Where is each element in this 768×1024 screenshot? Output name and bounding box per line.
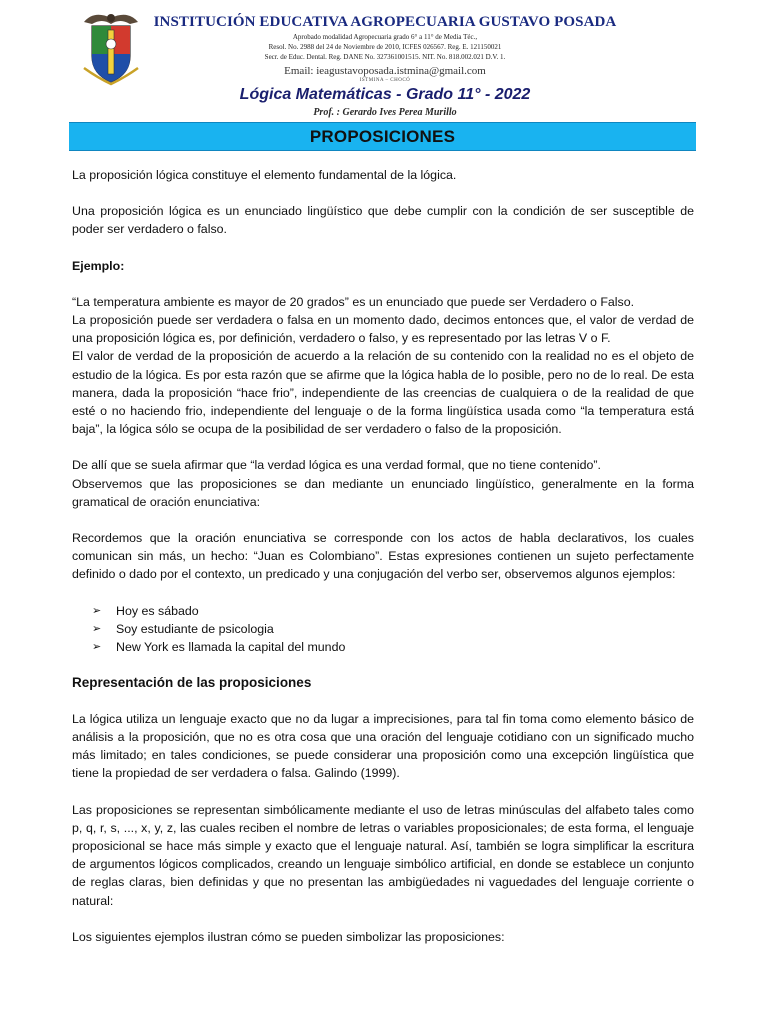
course-title: Lógica Matemáticas - Grado 11° - 2022 <box>239 86 531 103</box>
examples-list <box>72 602 694 656</box>
list-item: ➢ Hoy es sábado <box>92 603 199 618</box>
document-body <box>72 166 694 946</box>
paragraph-logic-scope: El valor de verdad de la proposición de acuerdo a la relación de su contenido con la realidad no es el objeto de estudio de la lógica. Es por esta razón que se afirme que la lógica habla de lo posible, pero no de lo real. De esta manera, dada la proposición “hace frio”, independiente de las creencias de cualquiera o de la realidad de que esté o no haciendo frio, independiente del lenguaje o de la forma lingüística usada como “la temperatura está baja”, la lógica sólo se ocupa de la posibilidad de ser verdadero o falso de la proposición. <box>72 349 694 437</box>
location-line: ISTMINA – CHOCÓ <box>359 78 411 83</box>
email-line: Email: ieagustavoposada.istmina@gmail.com <box>284 65 486 77</box>
institution-name: INSTITUCIÓN EDUCATIVA AGROPECUARIA GUSTAVO POSADA <box>153 14 617 30</box>
list-item: ➢ Soy estudiante de psicologia <box>92 621 274 636</box>
paragraph-speech-acts: Recordemos que la oración enunciativa se corresponde con los actos de habla declarativos, los cuales comunican sin más, un hecho: “Juan es Colombiano”. Estas expresiones contienen un sujeto perfectamente definido o dado por el contexto, un predicado y una conjugación del verbo ser, observemos algunos ejemplos: <box>72 531 694 582</box>
resolution-line: Resol. No. 2988 del 24 de Noviembre de 2010, ICFES 026567. Reg. E. 121150021 <box>268 43 502 51</box>
professor-name: Prof. : Gerardo Ives Perea Murillo <box>313 107 457 118</box>
banner-title: PROPOSICIONES <box>309 126 456 146</box>
paragraph-definition: Una proposición lógica es un enunciado lingüístico que debe cumplir con la condición de ser susceptible de poder ser verdadero o falso. <box>72 204 694 237</box>
paragraph-truth-value: La proposición puede ser verdadera o falsa en un momento dado, decimos entonces que, el valor de verdad de una proposición lógica es, por definición, verdadero o falso, y es representado por las letras V o F. <box>72 313 694 346</box>
paragraph-intro: La proposición lógica constituye el elemento fundamental de la lógica. <box>72 168 457 182</box>
registration-line: Secr. de Educ. Dental. Reg. DANE No. 327361001515. NIT. No. 818.002.021 D.V. 1. <box>264 53 506 61</box>
paragraph-following-examples: Los siguientes ejemplos ilustran cómo se pueden simbolizar las proposiciones: <box>72 929 505 944</box>
school-crest-icon <box>80 8 142 88</box>
approval-line: Aprobado modalidad Agropecuaria grado 6° a 11° de Media Téc., <box>292 33 478 41</box>
list-item: ➢ New York es llamada la capital del mundo <box>92 639 346 654</box>
arrowhead-bullet-icon: ➢ <box>92 622 102 635</box>
paragraph-exact-language: La lógica utiliza un lenguaje exacto que no da lugar a imprecisiones, para tal fin toma como elemento básico de análisis a la proposición, que no es otra cosa que una oración del lenguaje cotidiano con un significado mucho más limitado; en tales condiciones, se puede considerar una proposición como una excepción lingüística que tiene la propiedad de ser verdadera o falsa. Galindo (1999). <box>72 711 694 781</box>
paragraph-formal-truth: De allí que se suela afirmar que “la verdad lógica es una verdad formal, que no tiene contenido”. <box>72 458 601 473</box>
arrowhead-bullet-icon: ➢ <box>92 604 102 617</box>
paragraph-symbolic: Las proposiciones se representan simbólicamente mediante el uso de letras minúsculas del alfabeto tales como p, q, r, s, ..., x, y, z, las cuales reciben el nombre de letras o variables proposicionales; de esta forma, el lenguaje proposicional se hace más simple y exacto que el lenguaje natural. Así, también se logra simplificar la escritura de argumentos lógicos complicados, creando un lenguaje simbólico artificial, en donde se establece un conjunto de reglas claras, bien definidas y que no presentan las ambigüedades ni vaguedades del lenguaje corriente o natural: <box>72 802 694 908</box>
example-label: Ejemplo: <box>72 258 125 273</box>
section-banner <box>69 122 696 151</box>
arrowhead-bullet-icon: ➢ <box>92 640 102 653</box>
paragraph-enunciative: Observemos que las proposiciones se dan mediante un enunciado lingüístico, generalmente en la forma gramatical de oración enunciativa: <box>72 476 694 509</box>
paragraph-example: “La temperatura ambiente es mayor de 20 grados” es un enunciado que puede ser Verdadero o Falso. <box>72 294 635 309</box>
section-heading: Representación de las proposiciones <box>72 674 312 690</box>
